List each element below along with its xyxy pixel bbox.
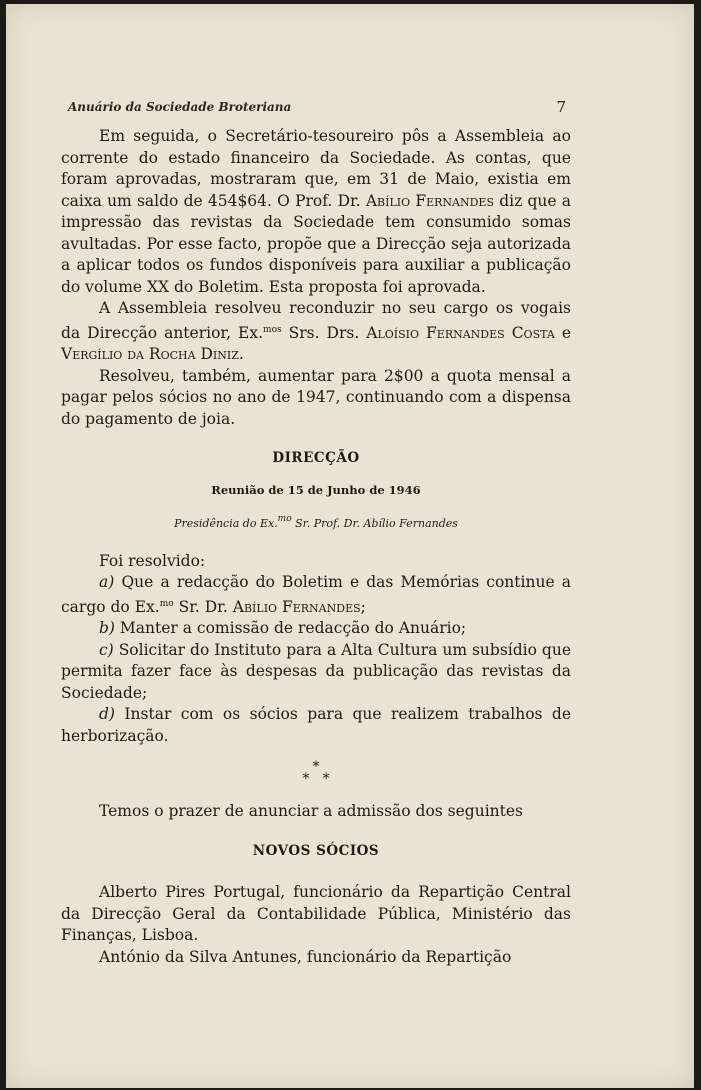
person-name: Vergílio da Rocha Diniz bbox=[61, 345, 239, 363]
resolution-item-a: a) Que a redacção do Boletim e das Memórias continue a cargo do Ex.$^{mo}$ Sr. Dr. Abílio Fernandes; bbox=[61, 573, 571, 616]
asterism-separator: * * * bbox=[302, 759, 330, 787]
resolution-item-d: d) Instar com os sócios para que realizem trabalhos de herborização. bbox=[61, 705, 571, 745]
page-number: 7 bbox=[556, 98, 566, 116]
paragraph-reappointment: A Assembleia resolveu reconduzir no seu cargo os vogais da Direcção anterior, Ex.$^{mos}$ Srs. Drs. Aloísio Fernandes Costa e Vergílio da Rocha Diniz. bbox=[61, 299, 571, 363]
resolution-item-b: b) Manter a comissão de redacção do Anuário; bbox=[99, 619, 467, 637]
resolution-item-c: c) Solicitar do Instituto para a Alta Cultura um subsídio que permita fazer face às despesas da publicação das revistas da Sociedade; bbox=[61, 640, 571, 702]
paragraph-financial-report: Em seguida, o Secretário-tesoureiro pôs a Assembleia ao corrente do estado financeiro da Sociedade. As contas, que foram aprovadas, mostraram que, em 31 de Maio, existia em caixa um saldo de 454$64. O Prof. Dr. Abílio Fernandes diz que a impressão das revistas da Sociedade tem consumido somas avultadas. Por esse facto, propõe que a Direcção seja autorizada a aplicar todos os fundos disponíveis para auxiliar a publicação do volume XX do Boletim. Esta proposta foi aprovada. bbox=[61, 127, 572, 296]
person-name: Aloísio Fernandes Costa bbox=[366, 323, 555, 342]
document-page bbox=[6, 4, 694, 1088]
person-name: Abílio Fernandes bbox=[232, 597, 361, 616]
member-entry: António da Silva Antunes, funcionário da Repartição bbox=[99, 947, 512, 966]
section-heading-novos-socios: NOVOS SÓCIOS bbox=[252, 842, 380, 859]
running-title: Anuário da Sociedade Broteriana bbox=[68, 100, 292, 114]
body-text bbox=[61, 126, 571, 968]
resolutions-intro: Foi resolvido: bbox=[99, 551, 206, 570]
section-heading-direccao: DIRECÇÃO bbox=[272, 450, 360, 466]
meeting-date: Reunião de 15 de Junho de 1946 bbox=[211, 482, 421, 497]
person-name: Abílio Fernandes bbox=[365, 191, 495, 210]
presidency-line: Presidência do Ex.$^{mo}$ Sr. Prof. Dr. Abílio Fernandes bbox=[174, 514, 458, 530]
paragraph-quota: Resolveu, também, aumentar para 2$00 a quota mensal a pagar pelos sócios no ano de 1947, continuando com a dispensa do pagamento de joia. bbox=[61, 366, 571, 428]
announcement-line: Temos o prazer de anunciar a admissão dos seguintes bbox=[99, 802, 524, 820]
member-entry: Alberto Pires Portugal, funcionário da Repartição Central da Direcção Geral da Contabilidade Pública, Ministério das Finanças, Lisboa. bbox=[61, 883, 571, 944]
